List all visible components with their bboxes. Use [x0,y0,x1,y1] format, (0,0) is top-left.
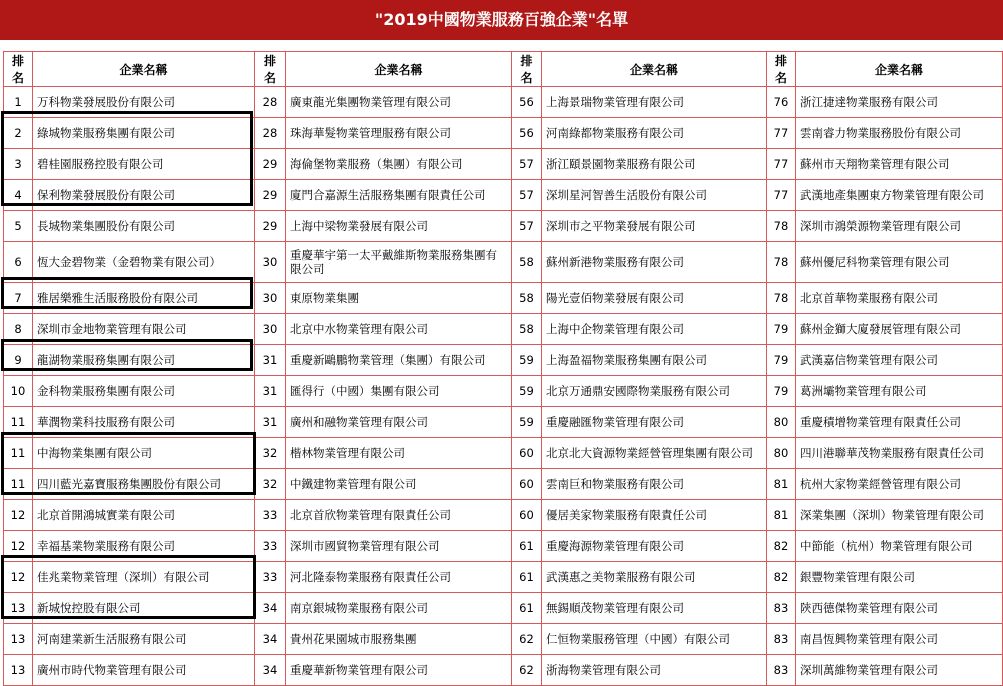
rank-cell: 78 [767,211,796,242]
rank-cell: 82 [767,562,796,593]
rank-cell: 5 [4,211,33,242]
rank-cell: 28 [255,87,286,118]
company-name-cell: 蘇州市天翔物業管理有限公司 [796,149,1003,180]
rank-cell: 33 [255,562,286,593]
company-name-cell: 雅居樂雅生活服務股份有限公司 [33,283,255,314]
table-row [4,469,1003,500]
page-title: "2019中國物業服務百強企業"名單 [0,0,1003,40]
company-name-cell: 仁恒物業服務管理（中國）有限公司 [542,624,767,655]
rank-cell: 59 [512,376,542,407]
rank-cell: 32 [255,469,286,500]
company-name-cell: 雲南巨和物業服務有限公司 [542,469,767,500]
rank-cell: 13 [4,624,33,655]
header-rank: 排名 [767,52,796,87]
rank-cell: 58 [512,314,542,345]
company-name-cell: 長城物業集團股份有限公司 [33,211,255,242]
company-name-cell: 葛洲壩物業管理有限公司 [796,376,1003,407]
rank-cell: 83 [767,655,796,686]
rank-cell: 10 [4,376,33,407]
company-name-cell: 北京北大資源物業經營管理集團有限公司 [542,438,767,469]
company-name-cell: 重慶新鷗鵬物業管理（集團）有限公司 [286,345,512,376]
rank-cell: 2 [4,118,33,149]
table-row [4,407,1003,438]
company-name-cell: 四川港聯華茂物業服務有限責任公司 [796,438,1003,469]
table-row [4,562,1003,593]
rank-cell: 80 [767,407,796,438]
rank-cell: 30 [255,242,286,283]
header-company: 企業名稱 [542,52,767,87]
company-name-cell: 深圳市金地物業管理有限公司 [33,314,255,345]
rank-cell: 59 [512,407,542,438]
company-name-cell: 杭州大家物業經營管理有限公司 [796,469,1003,500]
rank-cell: 31 [255,407,286,438]
company-name-cell: 四川藍光嘉寶服務集團股份有限公司 [33,469,255,500]
company-name-cell: 新城悅控股有限公司 [33,593,255,624]
company-name-cell: 珠海華髮物業管理服務有限公司 [286,118,512,149]
table-row [4,180,1003,211]
rank-cell: 9 [4,345,33,376]
table-row [4,87,1003,118]
rank-cell: 78 [767,283,796,314]
ranking-table [3,51,1003,686]
rank-cell: 12 [4,531,33,562]
company-name-cell: 無錫順茂物業管理有限公司 [542,593,767,624]
company-name-cell: 重慶海源物業管理有限公司 [542,531,767,562]
rank-cell: 33 [255,531,286,562]
table-row [4,345,1003,376]
company-name-cell: 上海盈福物業服務集團有限公司 [542,345,767,376]
company-name-cell: 万科物業發展股份有限公司 [33,87,255,118]
rank-cell: 83 [767,624,796,655]
table-row [4,283,1003,314]
company-name-cell: 中海物業集團有限公司 [33,438,255,469]
rank-cell: 57 [512,149,542,180]
company-name-cell: 中節能（杭州）物業管理有限公司 [796,531,1003,562]
company-name-cell: 北京首欣物業管理有限責任公司 [286,500,512,531]
table-row [4,314,1003,345]
company-name-cell: 幸福基業物業服務有限公司 [33,531,255,562]
rank-cell: 31 [255,376,286,407]
rank-cell: 34 [255,624,286,655]
company-name-cell: 陽光壹佰物業發展有限公司 [542,283,767,314]
company-name-cell: 北京万通鼎安國際物業服務有限公司 [542,376,767,407]
company-name-cell: 重慶華新物業管理有限公司 [286,655,512,686]
rank-cell: 79 [767,314,796,345]
table-body [4,87,1003,686]
rank-cell: 79 [767,376,796,407]
company-name-cell: 浙江頤景園物業服務有限公司 [542,149,767,180]
company-name-cell: 武漢嘉信物業管理有限公司 [796,345,1003,376]
company-name-cell: 龍湖物業服務集團有限公司 [33,345,255,376]
company-name-cell: 河北隆泰物業服務有限責任公司 [286,562,512,593]
company-name-cell: 蘇州優尼科物業管理有限公司 [796,242,1003,283]
rank-cell: 29 [255,180,286,211]
table-row [4,624,1003,655]
company-name-cell: 華潤物業科技服務有限公司 [33,407,255,438]
company-name-cell: 深圳市之平物業發展有限公司 [542,211,767,242]
rank-cell: 34 [255,655,286,686]
company-name-cell: 廣東龍光集團物業管理有限公司 [286,87,512,118]
header-rank: 排名 [255,52,286,87]
company-name-cell: 浙江捷達物業服務有限公司 [796,87,1003,118]
rank-cell: 29 [255,149,286,180]
company-name-cell: 北京首華物業服務有限公司 [796,283,1003,314]
rank-cell: 30 [255,283,286,314]
rank-cell: 11 [4,469,33,500]
table-row [4,149,1003,180]
company-name-cell: 廈門合嘉源生活服務集團有限責任公司 [286,180,512,211]
table-row [4,593,1003,624]
company-name-cell: 武漢地產集團東方物業管理有限公司 [796,180,1003,211]
rank-cell: 58 [512,283,542,314]
rank-cell: 30 [255,314,286,345]
table-row [4,500,1003,531]
company-name-cell: 優居美家物業服務有限責任公司 [542,500,767,531]
table-header-row [4,52,1003,87]
company-name-cell: 海倫堡物業服務（集團）有限公司 [286,149,512,180]
company-name-cell: 佳兆業物業管理（深圳）有限公司 [33,562,255,593]
rank-cell: 60 [512,469,542,500]
company-name-cell: 深圳星河智善生活股份有限公司 [542,180,767,211]
company-name-cell: 南昌恆興物業管理有限公司 [796,624,1003,655]
header-company: 企業名稱 [33,52,255,87]
rank-cell: 62 [512,624,542,655]
company-name-cell: 重慶積增物業管理有限責任公司 [796,407,1003,438]
rank-cell: 29 [255,211,286,242]
header-company: 企業名稱 [286,52,512,87]
rank-cell: 61 [512,531,542,562]
rank-cell: 61 [512,593,542,624]
company-name-cell: 銀豐物業管理有限公司 [796,562,1003,593]
rank-cell: 56 [512,118,542,149]
rank-cell: 81 [767,469,796,500]
rank-cell: 6 [4,242,33,283]
company-name-cell: 深圳市國貿物業管理有限公司 [286,531,512,562]
table-row [4,118,1003,149]
company-name-cell: 浙海物業管理有限公司 [542,655,767,686]
company-name-cell: 北京首開鴻城實業有限公司 [33,500,255,531]
rank-cell: 11 [4,407,33,438]
rank-cell: 4 [4,180,33,211]
rank-cell: 60 [512,500,542,531]
rank-cell: 28 [255,118,286,149]
table-row [4,242,1003,283]
company-name-cell: 上海景瑞物業管理有限公司 [542,87,767,118]
company-name-cell: 陝西德傑物業管理有限公司 [796,593,1003,624]
company-name-cell: 碧桂園服務控股有限公司 [33,149,255,180]
company-name-cell: 雲南睿力物業服務股份有限公司 [796,118,1003,149]
header-company: 企業名稱 [796,52,1003,87]
company-name-cell: 恆大金碧物業（金碧物業有限公司） [33,242,255,283]
company-name-cell: 河南綠都物業服務有限公司 [542,118,767,149]
company-name-cell: 廣州市時代物業管理有限公司 [33,655,255,686]
rank-cell: 81 [767,500,796,531]
rank-cell: 3 [4,149,33,180]
rank-cell: 11 [4,438,33,469]
rank-cell: 80 [767,438,796,469]
company-name-cell: 重慶融匯物業管理有限公司 [542,407,767,438]
rank-cell: 13 [4,655,33,686]
rank-cell: 32 [255,438,286,469]
rank-cell: 13 [4,593,33,624]
rank-cell: 7 [4,283,33,314]
company-name-cell: 武漢惠之美物業服務有限公司 [542,562,767,593]
rank-cell: 8 [4,314,33,345]
rank-cell: 34 [255,593,286,624]
company-name-cell: 中鐵建物業管理有限公司 [286,469,512,500]
rank-cell: 12 [4,500,33,531]
rank-cell: 57 [512,180,542,211]
table-row [4,655,1003,686]
rank-cell: 59 [512,345,542,376]
table-row [4,376,1003,407]
rank-cell: 77 [767,149,796,180]
table-row [4,531,1003,562]
rank-cell: 77 [767,118,796,149]
company-name-cell: 蘇州金獅大廈發展管理有限公司 [796,314,1003,345]
company-name-cell: 上海中企物業管理有限公司 [542,314,767,345]
company-name-cell: 蘇州新港物業服務有限公司 [542,242,767,283]
header-rank: 排名 [512,52,542,87]
rank-cell: 78 [767,242,796,283]
company-name-cell: 綠城物業服務集團有限公司 [33,118,255,149]
rank-cell: 60 [512,438,542,469]
rank-cell: 83 [767,593,796,624]
company-name-cell: 深業集團（深圳）物業管理有限公司 [796,500,1003,531]
company-name-cell: 南京銀城物業服務有限公司 [286,593,512,624]
rank-cell: 62 [512,655,542,686]
rank-cell: 56 [512,87,542,118]
company-name-cell: 上海中梁物業發展有限公司 [286,211,512,242]
rank-cell: 82 [767,531,796,562]
rank-cell: 58 [512,242,542,283]
company-name-cell: 楷林物業管理有限公司 [286,438,512,469]
company-name-cell: 重慶華宇第一太平戴維斯物業服務集團有限公司 [286,242,512,283]
company-name-cell: 廣州和融物業管理有限公司 [286,407,512,438]
company-name-cell: 深圳市鴻榮源物業管理有限公司 [796,211,1003,242]
company-name-cell: 東原物業集團 [286,283,512,314]
company-name-cell: 匯得行（中國）集團有限公司 [286,376,512,407]
company-name-cell: 金科物業服務集團有限公司 [33,376,255,407]
company-name-cell: 深圳萬維物業管理有限公司 [796,655,1003,686]
rank-cell: 57 [512,211,542,242]
rank-cell: 79 [767,345,796,376]
rank-cell: 12 [4,562,33,593]
company-name-cell: 保利物業發展股份有限公司 [33,180,255,211]
rank-cell: 1 [4,87,33,118]
rank-cell: 77 [767,180,796,211]
rank-cell: 33 [255,500,286,531]
header-rank: 排名 [4,52,33,87]
rank-cell: 31 [255,345,286,376]
company-name-cell: 河南建業新生活服務有限公司 [33,624,255,655]
table-row [4,438,1003,469]
company-name-cell: 北京中水物業管理有限公司 [286,314,512,345]
rank-cell: 61 [512,562,542,593]
rank-cell: 76 [767,87,796,118]
table-row [4,211,1003,242]
company-name-cell: 貴州花果園城市服務集團 [286,624,512,655]
